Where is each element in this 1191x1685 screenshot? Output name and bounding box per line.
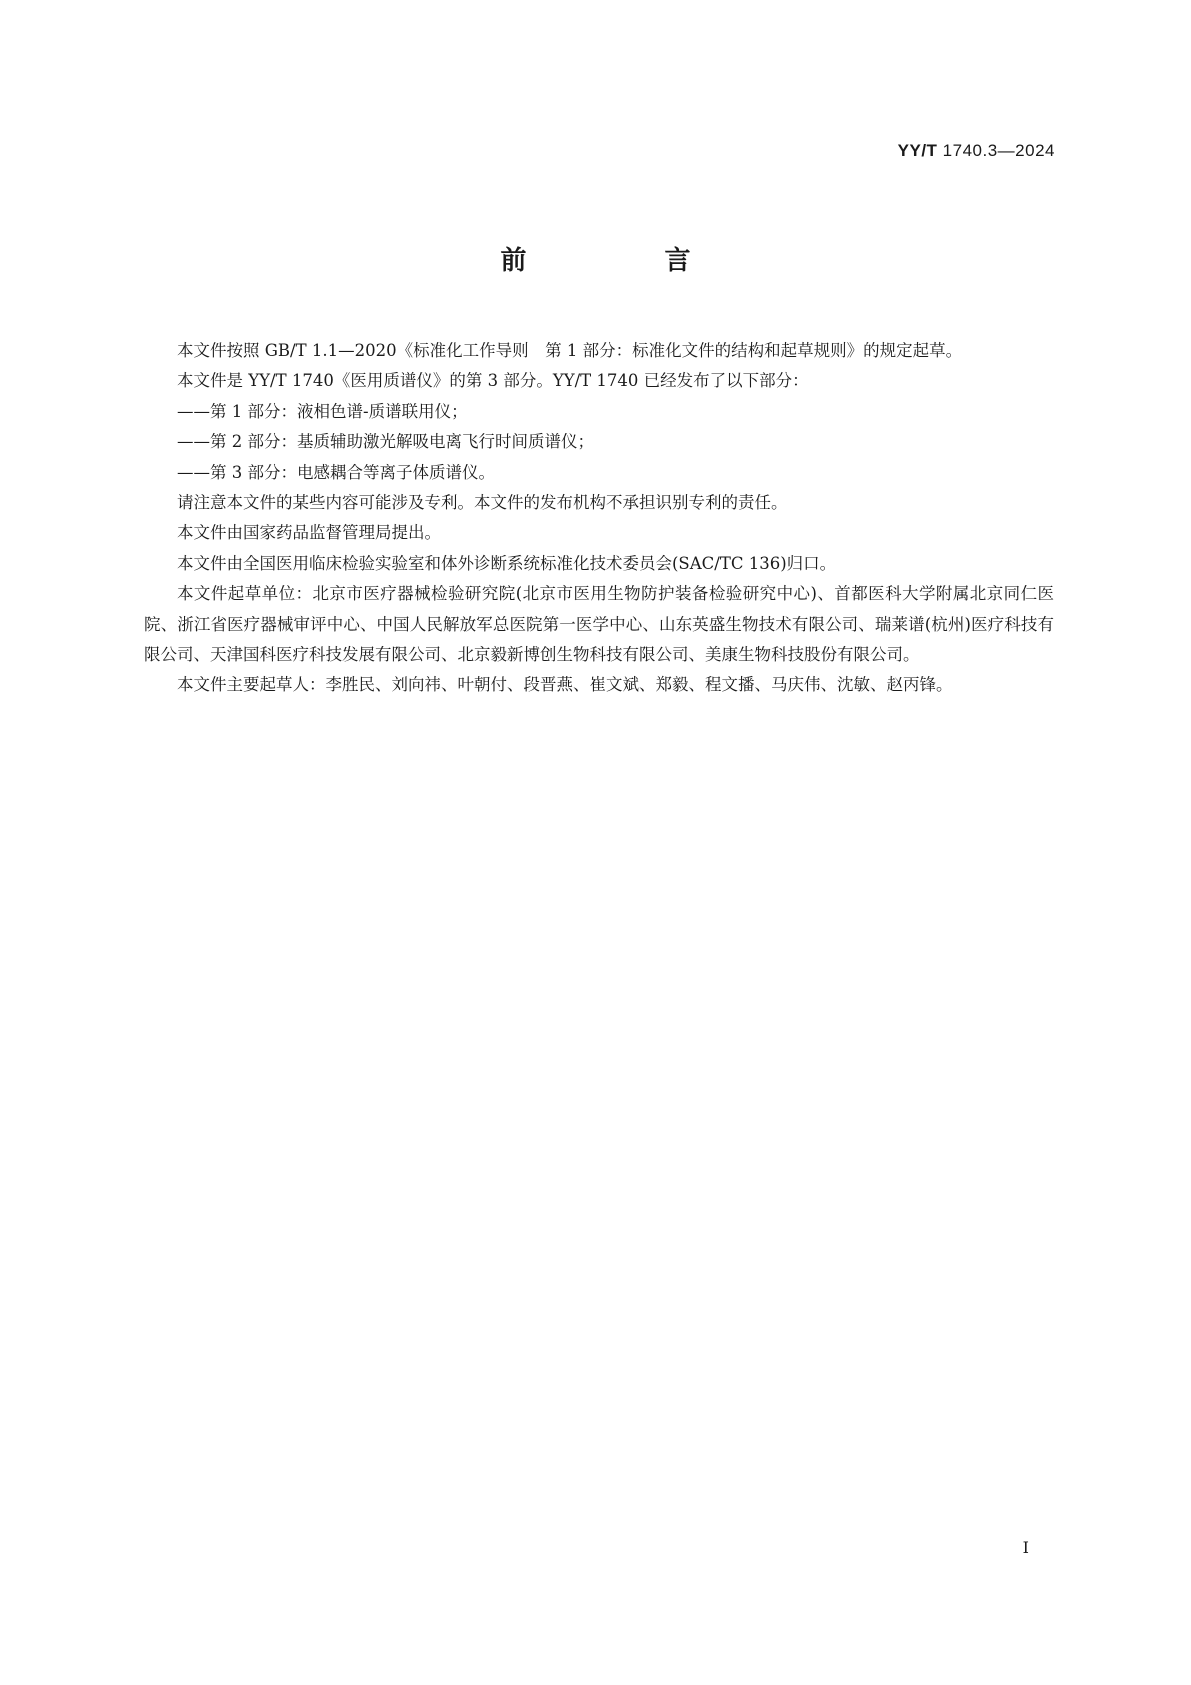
paragraph-proposer: 本文件由国家药品监督管理局提出。: [177, 523, 441, 543]
foreword-body: [144, 336, 1054, 701]
list-item-part-3: ——第 3 部分：电感耦合等离子体质谱仪。: [177, 462, 495, 482]
paragraph-part-info: 本文件是 YY/T 1740《医用质谱仪》的第 3 部分。YY/T 1740 已经发布了以下部分：: [177, 371, 809, 391]
paragraph-drafting-units: 本文件起草单位：北京市医疗器械检验研究院(北京市医用生物防护装备检验研究中心)、首都医科大学附属北京同仁医院、浙江省医疗器械审评中心、中国人民解放军总医院第一医学中心、山东英盛生物技术有限公司、瑞莱谱(杭州)医疗科技有限公司、天津国科医疗科技发展有限公司、北京毅新博创生物科技有限公司、美康生物科技股份有限公司。: [144, 584, 1054, 665]
paragraph-patent-notice: 请注意本文件的某些内容可能涉及专利。本文件的发布机构不承担识别专利的责任。: [177, 493, 788, 513]
page-title: 前 言: [500, 246, 747, 276]
paragraph-drafters: 本文件主要起草人：李胜民、刘向祎、叶朝付、段晋燕、崔文斌、郑毅、程文播、马庆伟、沈敏、赵丙锋。: [177, 675, 953, 695]
standard-part-year: 1740.3—2024: [942, 141, 1055, 160]
standard-code: YY/T: [897, 141, 938, 160]
list-item-part-2: ——第 2 部分：基质辅助激光解吸电离飞行时间质谱仪；: [177, 432, 594, 452]
page-number: I: [1022, 1538, 1029, 1557]
list-item-part-1: ——第 1 部分：液相色谱-质谱联用仪；: [177, 401, 468, 421]
standard-number: [898, 141, 1055, 161]
paragraph-committee: 本文件由全国医用临床检验实验室和体外诊断系统标准化技术委员会(SAC/TC 136)归口。: [177, 553, 837, 573]
paragraph-drafting-rules: 本文件按照 GB/T 1.1—2020《标准化工作导则 第 1 部分：标准化文件的结构和起草规则》的规定起草。: [177, 341, 963, 360]
